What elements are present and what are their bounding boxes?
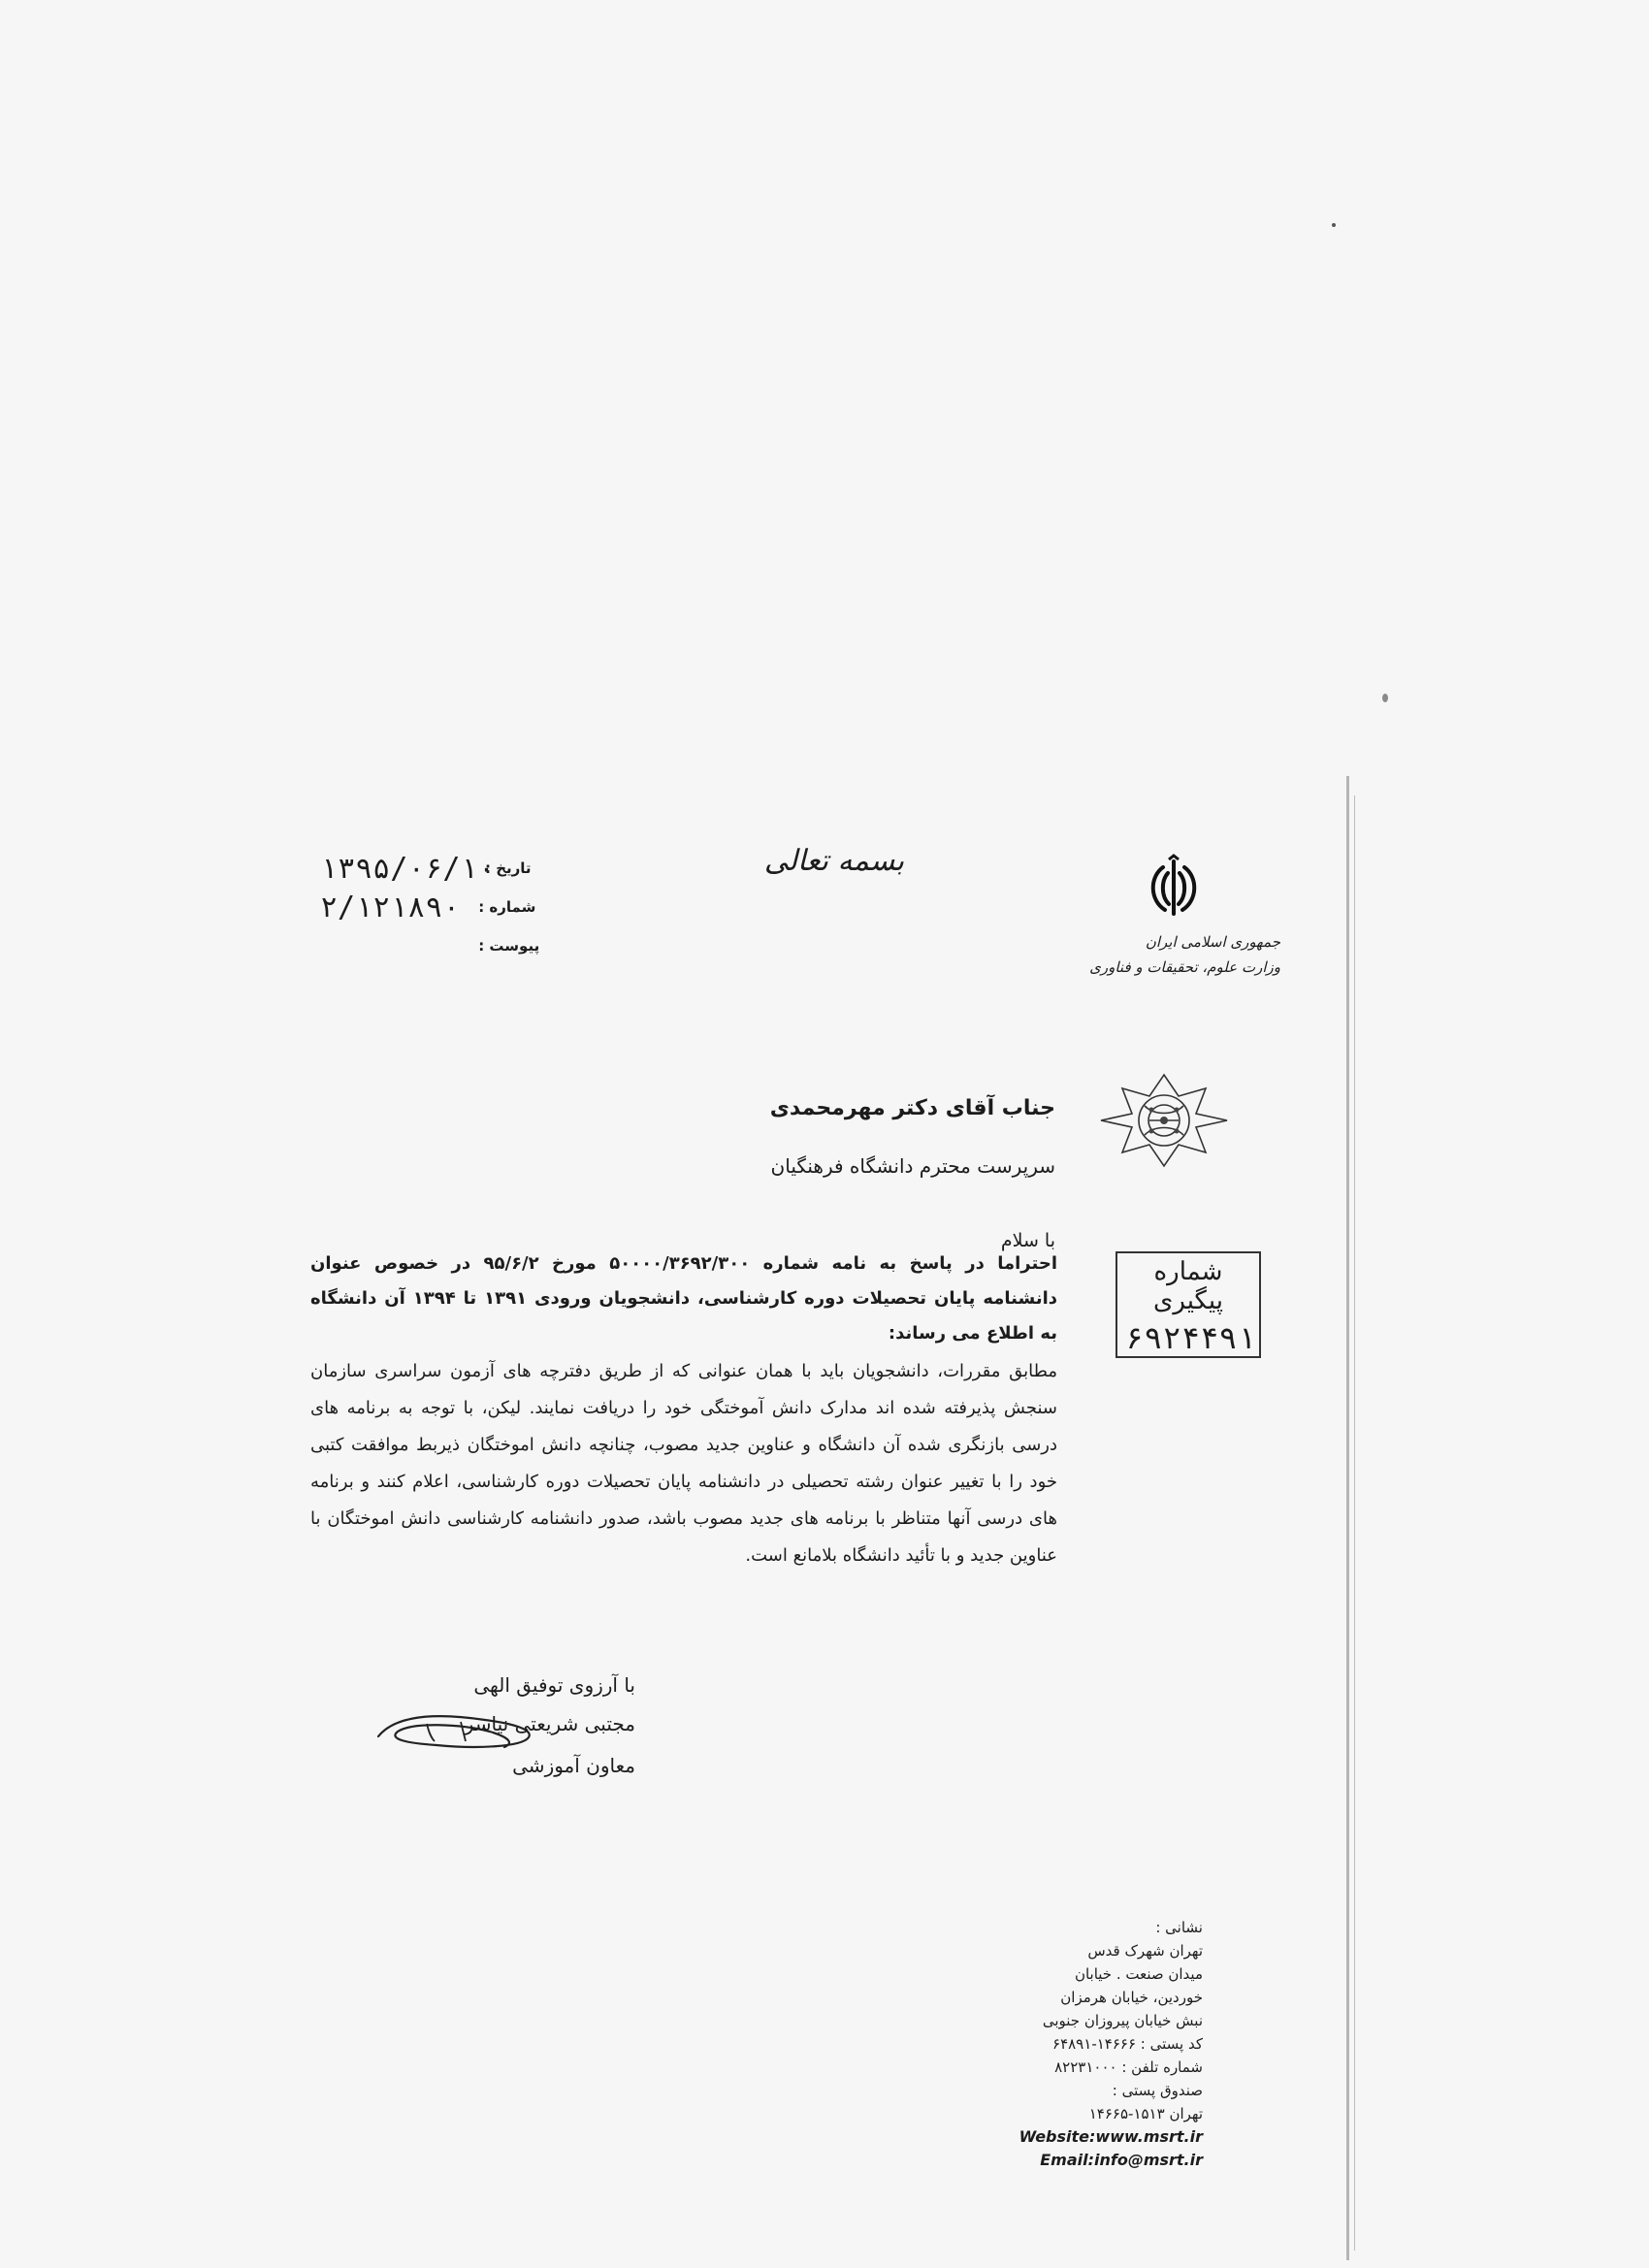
date-label: تاریخ : [485, 859, 532, 877]
issuer-block [1086, 854, 1280, 980]
tracking-value: ۶۹۲۴۴۹۱ [1125, 1319, 1256, 1356]
iran-emblem-icon [1140, 854, 1208, 922]
meta-date-row [320, 849, 553, 888]
meta-number-row [320, 888, 553, 926]
page-edge-shadow-inner [1354, 795, 1355, 2251]
footer-address-line: میدان صنعت . خیابان [1074, 1965, 1203, 1983]
date-value: ۱۳۹۵/۰۶/۱۰ [320, 851, 496, 886]
footer-email: Email:info@msrt.ir [1040, 2151, 1203, 2169]
body-paragraph-2: مطابق مقررات، دانشجویان باید با همان عنوانی که از طریق دفترچه های آزمون سراسری سازمان سنجش پذیرفته شده اند مدارک دانش آموختگی خود را دریافت نمایند. لیکن، با توجه به برنامه های درسی بازنگری شده آن دانشگاه و عناوین جدید مصوب، چنانچه دانش اموختگان ذیربط موافقت کتبی خود را با تغییر عنوان رشته تحصیلی در دانشنامه پایان تحصیلات دوره کارشناسی، اعلام کنند و برنامه های درسی آنها متناظر با برنامه های جدید مصوب باشد، صدور دانشنامه کارشناسی دانش اموختگان با عناوین جدید و با تأئید دانشگاه بلامانع است. [310, 1361, 1057, 1566]
issuer-ministry: وزارت علوم، تحقیقات و فناوری [1089, 958, 1280, 976]
letter-footer [980, 1916, 1203, 2172]
issuer-country: جمهوری اسلامی ایران [1145, 933, 1280, 951]
footer-address-label: نشانی : [1155, 1919, 1203, 1936]
signer-name: مجتبی شریعتی نیاسر [464, 1712, 635, 1735]
invocation-heading: بسمه تعالی [763, 844, 905, 878]
attachment-label: پیوست : [478, 937, 540, 955]
recipient-title: سرپرست محترم دانشگاه فرهنگیان [770, 1154, 1055, 1178]
number-value: ۲/۱۲۱۸۹۰ [320, 890, 461, 924]
footer-address-line: تهران شهرک قدس [1087, 1942, 1203, 1960]
body-paragraph-1: احتراما در پاسخ به نامه شماره ۵۰۰۰۰/۳۶۹۲/۳۰۰ مورخ ۹۵/۶/۲ در خصوص عنوان دانشنامه پایان تحصیلات دوره کارشناسی، دانشجویان ورودی ۱۳۹۱ تا ۱۳۹۴ آن دانشگاه به اطلاع می رساند: [310, 1253, 1057, 1344]
scan-speck [1382, 694, 1388, 702]
page-edge-shadow [1346, 776, 1349, 2260]
recipient-name: جناب آقای دکتر مهرمحمدی [769, 1096, 1055, 1120]
footer-address-line: نبش خیابان پیروزان جنوبی [1042, 2012, 1203, 2029]
closing-line: با آرزوی توفیق الهی [473, 1673, 635, 1697]
tracking-number-box [1116, 1251, 1261, 1358]
footer-phone: شماره تلفن : ۸۲۲۳۱۰۰۰ [1054, 2058, 1203, 2076]
greeting: با سلام [1000, 1230, 1055, 1251]
islamic-rosette-ornament-icon [1091, 1067, 1237, 1174]
footer-po-box-label: صندوق پستی : [1112, 2082, 1203, 2099]
letter-meta [320, 849, 553, 965]
scan-speck [1332, 223, 1336, 227]
footer-website: Website:www.msrt.ir [1018, 2127, 1203, 2146]
meta-attachment-row [320, 926, 553, 965]
tracking-label: شماره پیگیری [1153, 1257, 1223, 1315]
signer-role: معاون آموزشی [512, 1754, 635, 1777]
number-label: شماره : [478, 898, 536, 916]
footer-po-box: تهران ۱۵۱۳-۱۴۶۶۵ [1088, 2105, 1203, 2122]
footer-postal-code: کد پستی : ۱۴۶۶۶-۶۴۸۹۱ [1052, 2035, 1203, 2053]
footer-address-line: خوردین، خیابان هرمزان [1060, 1989, 1203, 2006]
